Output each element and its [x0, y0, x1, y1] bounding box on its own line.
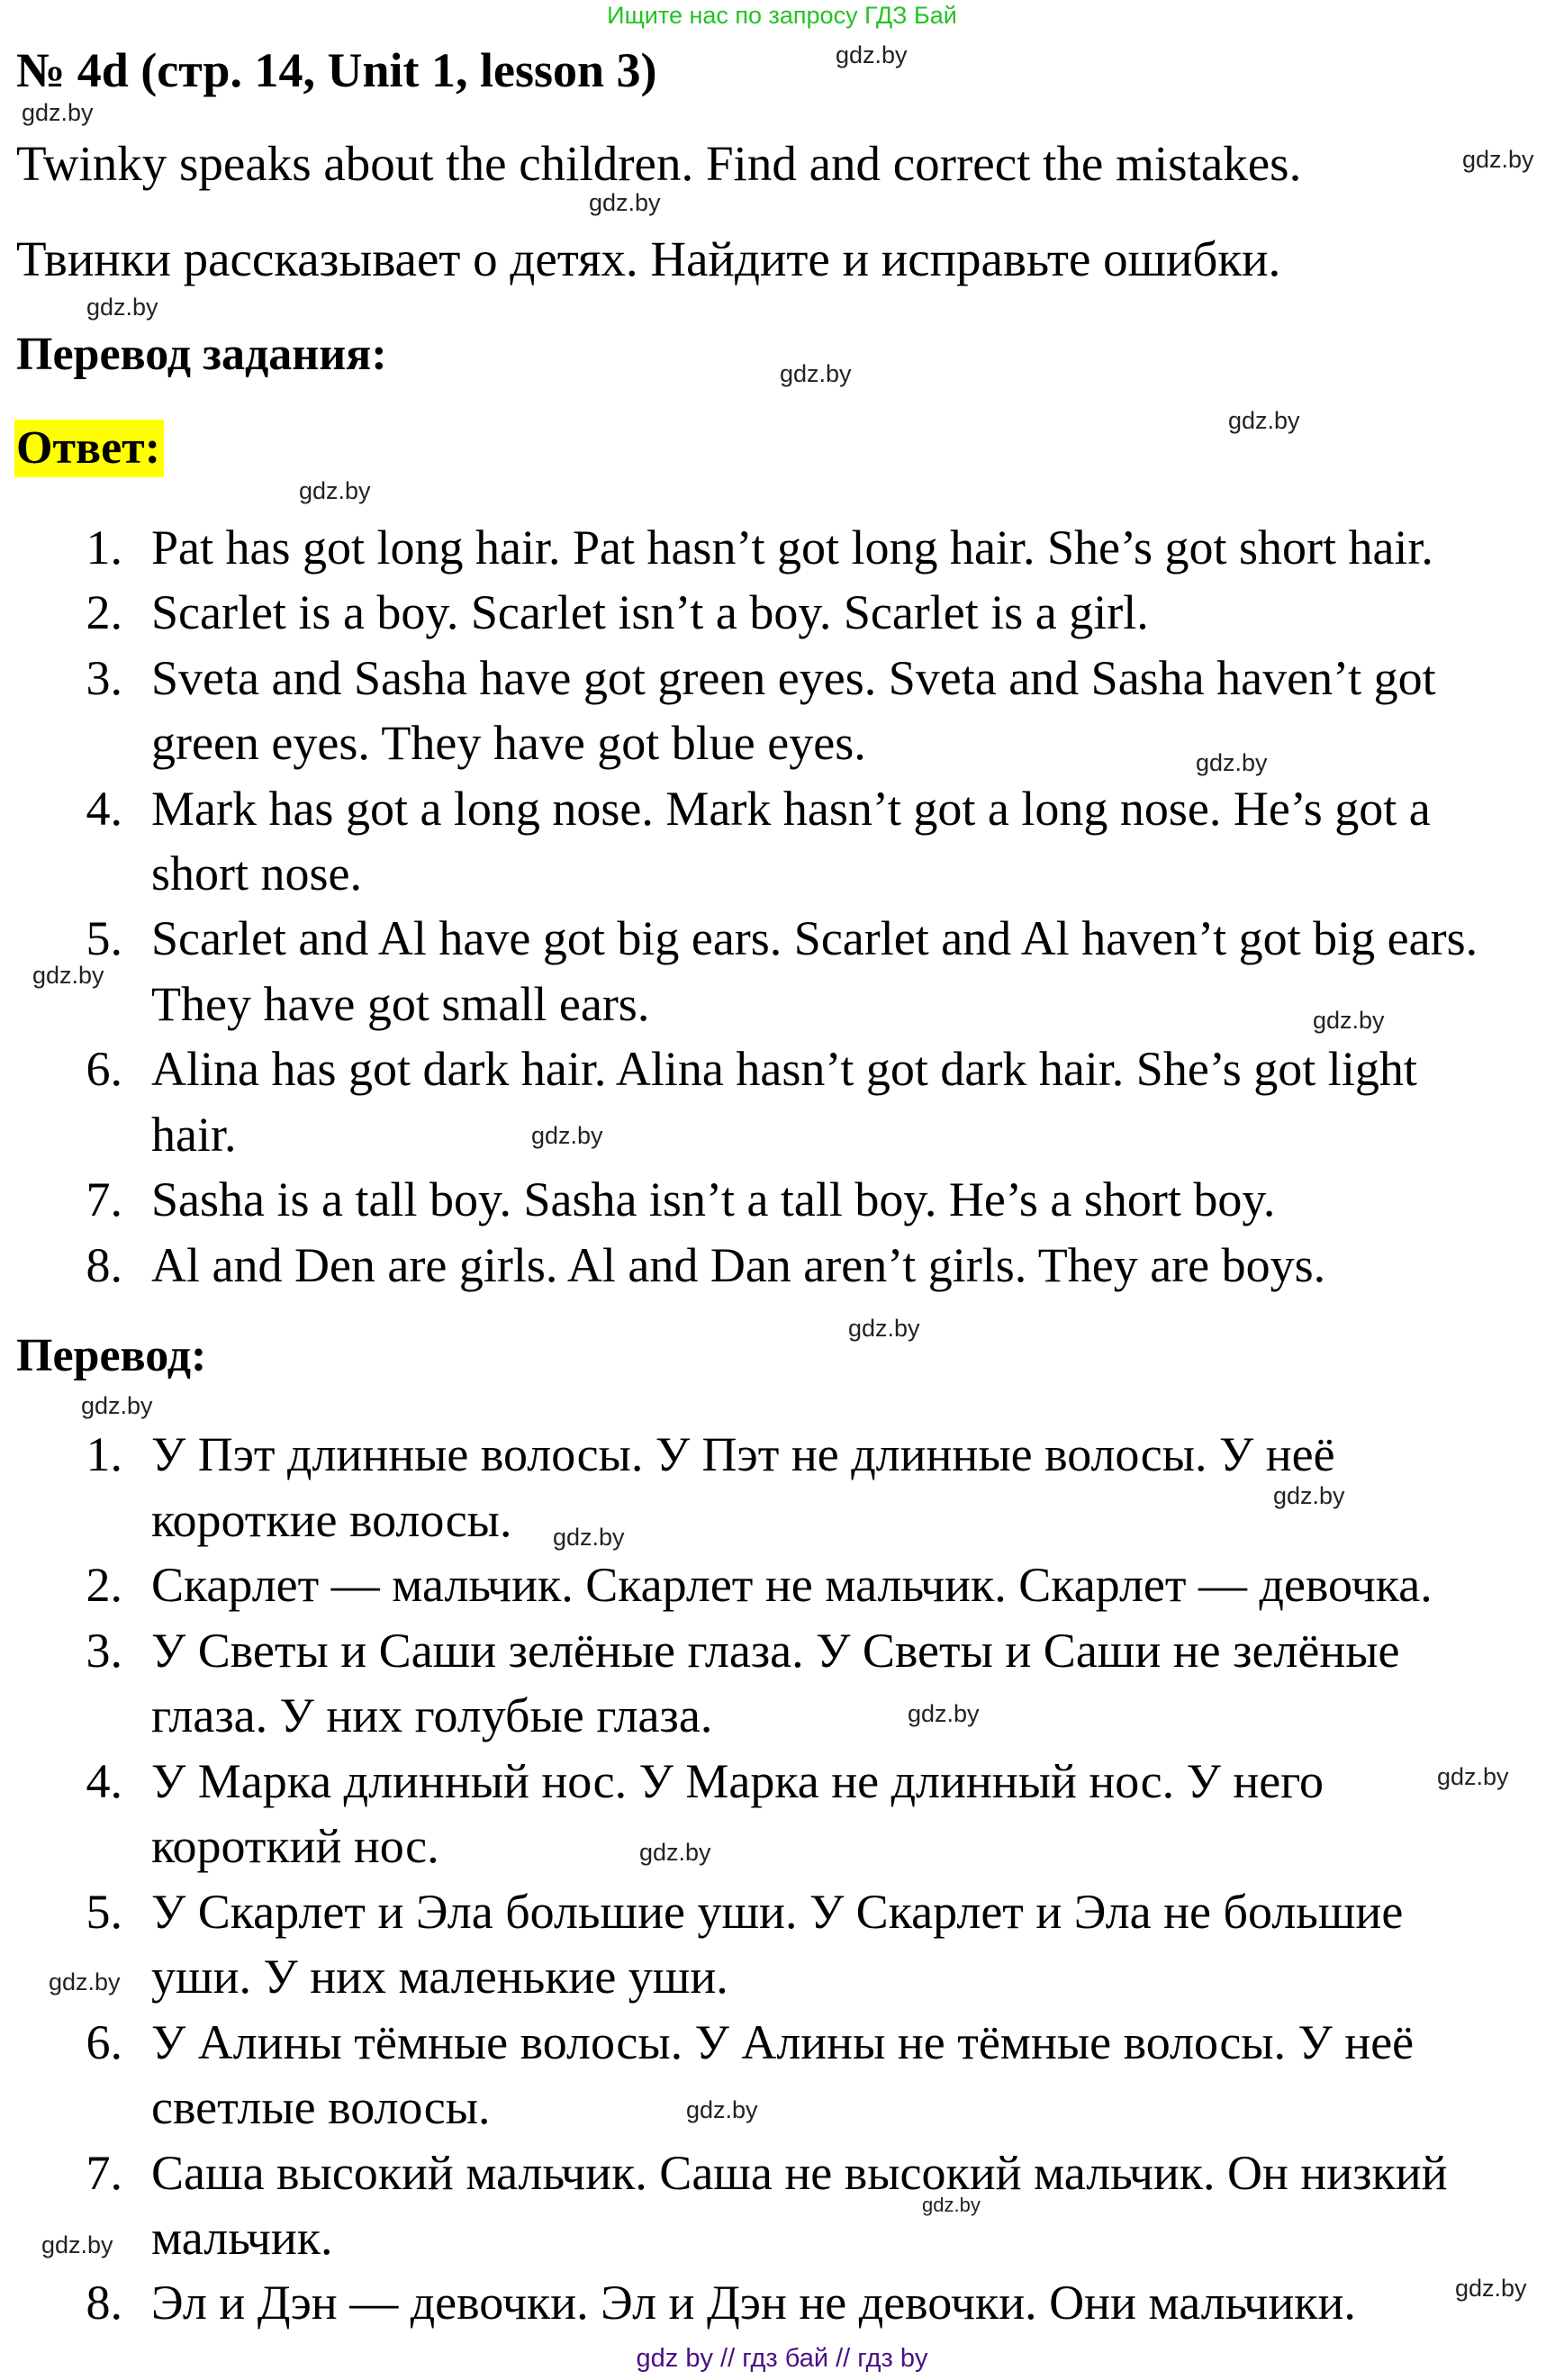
list-number: 7.: [86, 1172, 122, 1226]
watermark: gdz.by: [1196, 749, 1268, 776]
watermark: gdz.by: [848, 1315, 920, 1342]
list-item-continuation: green eyes. They have got blue eyes.: [151, 716, 866, 770]
watermark: gdz.by: [1273, 1482, 1345, 1509]
list-number: 5.: [86, 1885, 122, 1939]
watermark: gdz.by: [81, 1392, 153, 1419]
list-item-continuation: мальчик.: [151, 2211, 333, 2265]
watermark: gdz.by: [780, 360, 852, 387]
list-number: 5.: [86, 911, 122, 965]
list-item: У Марка длинный нос. У Марка не длинный нос. У него: [151, 1754, 1324, 1808]
list-item: Scarlet is a boy. Scarlet isn’t a boy. Scarlet is a girl.: [151, 585, 1149, 639]
list-item: Alina has got dark hair. Alina hasn’t got dark hair. She’s got light: [151, 1042, 1417, 1096]
watermark: gdz.by: [86, 294, 158, 321]
list-item-continuation: They have got small ears.: [151, 977, 650, 1031]
answer-label: Ответ:: [14, 420, 164, 477]
watermark: gdz.by: [22, 99, 94, 126]
list-item: Mark has got a long nose. Mark hasn’t got a long nose. He’s got a: [151, 782, 1431, 836]
translation-heading: Перевод:: [16, 1330, 207, 1381]
list-item-continuation: короткие волосы.: [151, 1493, 512, 1547]
watermark: gdz.by: [908, 1700, 980, 1727]
watermark: gdz.by: [836, 41, 908, 68]
list-number: 4.: [86, 1754, 122, 1808]
list-item: Sveta and Sasha have got green eyes. Sveta and Sasha haven’t got: [151, 651, 1436, 705]
watermark: gdz.by: [686, 2096, 758, 2123]
list-number: 7.: [86, 2146, 122, 2200]
watermark: gdz.by: [1462, 146, 1534, 173]
list-number: 8.: [86, 1238, 122, 1292]
list-item-continuation: short nose.: [151, 846, 362, 900]
list-number: 4.: [86, 782, 122, 836]
watermark: gdz.by: [32, 962, 104, 989]
task-translation-heading: Перевод задания:: [16, 329, 387, 380]
list-number: 1.: [86, 1427, 122, 1481]
list-item: Scarlet and Al have got big ears. Scarlet and Al haven’t got big ears.: [151, 911, 1478, 965]
list-item-continuation: глаза. У них голубые глаза.: [151, 1688, 713, 1742]
list-number: 2.: [86, 1558, 122, 1612]
watermark: gdz.by: [639, 1839, 711, 1866]
watermark: gdz.by: [553, 1524, 625, 1551]
task-english: Twinky speaks about the children. Find and correct the mistakes.: [16, 136, 1302, 191]
list-item: Эл и Дэн — девочки. Эл и Дэн не девочки. Они мальчики.: [151, 2276, 1356, 2330]
watermark: gdz.by: [589, 189, 661, 216]
watermark: gdz.by: [1313, 1007, 1385, 1034]
list-item-continuation: светлые волосы.: [151, 2080, 491, 2134]
list-number: 3.: [86, 651, 122, 705]
list-item: Sasha is a tall boy. Sasha isn’t a tall boy. He’s a short boy.: [151, 1172, 1276, 1226]
watermark: gdz.by: [49, 1968, 121, 1995]
list-item: У Пэт длинные волосы. У Пэт не длинные волосы. У неё: [151, 1427, 1335, 1481]
list-number: 8.: [86, 2276, 122, 2330]
watermark: gdz.by: [1437, 1763, 1509, 1790]
search-banner[interactable]: Ищите нас по запросу ГДЗ Бай: [607, 2, 957, 29]
task-russian: Твинки рассказывает о детях. Найдите и исправьте ошибки.: [16, 231, 1281, 286]
list-item: Скарлет — мальчик. Скарлет не мальчик. Скарлет — девочка.: [151, 1558, 1433, 1612]
list-number: 6.: [86, 2015, 122, 2069]
list-number: 3.: [86, 1624, 122, 1678]
list-item: Al and Den are girls. Al and Dan aren’t girls. They are boys.: [151, 1238, 1326, 1292]
list-number: 2.: [86, 585, 122, 639]
watermark: gdz.by: [1228, 407, 1300, 434]
list-item: Pat has got long hair. Pat hasn’t got long hair. She’s got short hair.: [151, 520, 1433, 575]
watermark: gdz.by: [1455, 2275, 1527, 2302]
list-item: У Светы и Саши зелёные глаза. У Светы и Саши не зелёные: [151, 1624, 1400, 1678]
list-item: У Скарлет и Эла большие уши. У Скарлет и Эла не большие: [151, 1885, 1404, 1939]
exercise-title: № 4d (стр. 14, Unit 1, lesson 3): [16, 43, 657, 97]
list-item-continuation: уши. У них маленькие уши.: [151, 1950, 728, 2004]
watermark: gdz.by: [41, 2231, 113, 2258]
list-number: 1.: [86, 520, 122, 575]
list-item: У Алины тёмные волосы. У Алины не тёмные волосы. У неё: [151, 2015, 1415, 2069]
list-item: Саша высокий мальчик. Саша не высокий мальчик. Он низкий: [151, 2146, 1448, 2200]
watermark: gdz.by: [299, 477, 371, 504]
list-item-continuation: hair.: [151, 1108, 237, 1162]
watermark: gdz.by: [531, 1122, 603, 1149]
watermark: gdz.by: [922, 2194, 981, 2216]
list-number: 6.: [86, 1042, 122, 1096]
list-item-continuation: короткий нос.: [151, 1819, 439, 1873]
footer-links[interactable]: gdz by // гдз бай // гдз by: [636, 2344, 928, 2373]
